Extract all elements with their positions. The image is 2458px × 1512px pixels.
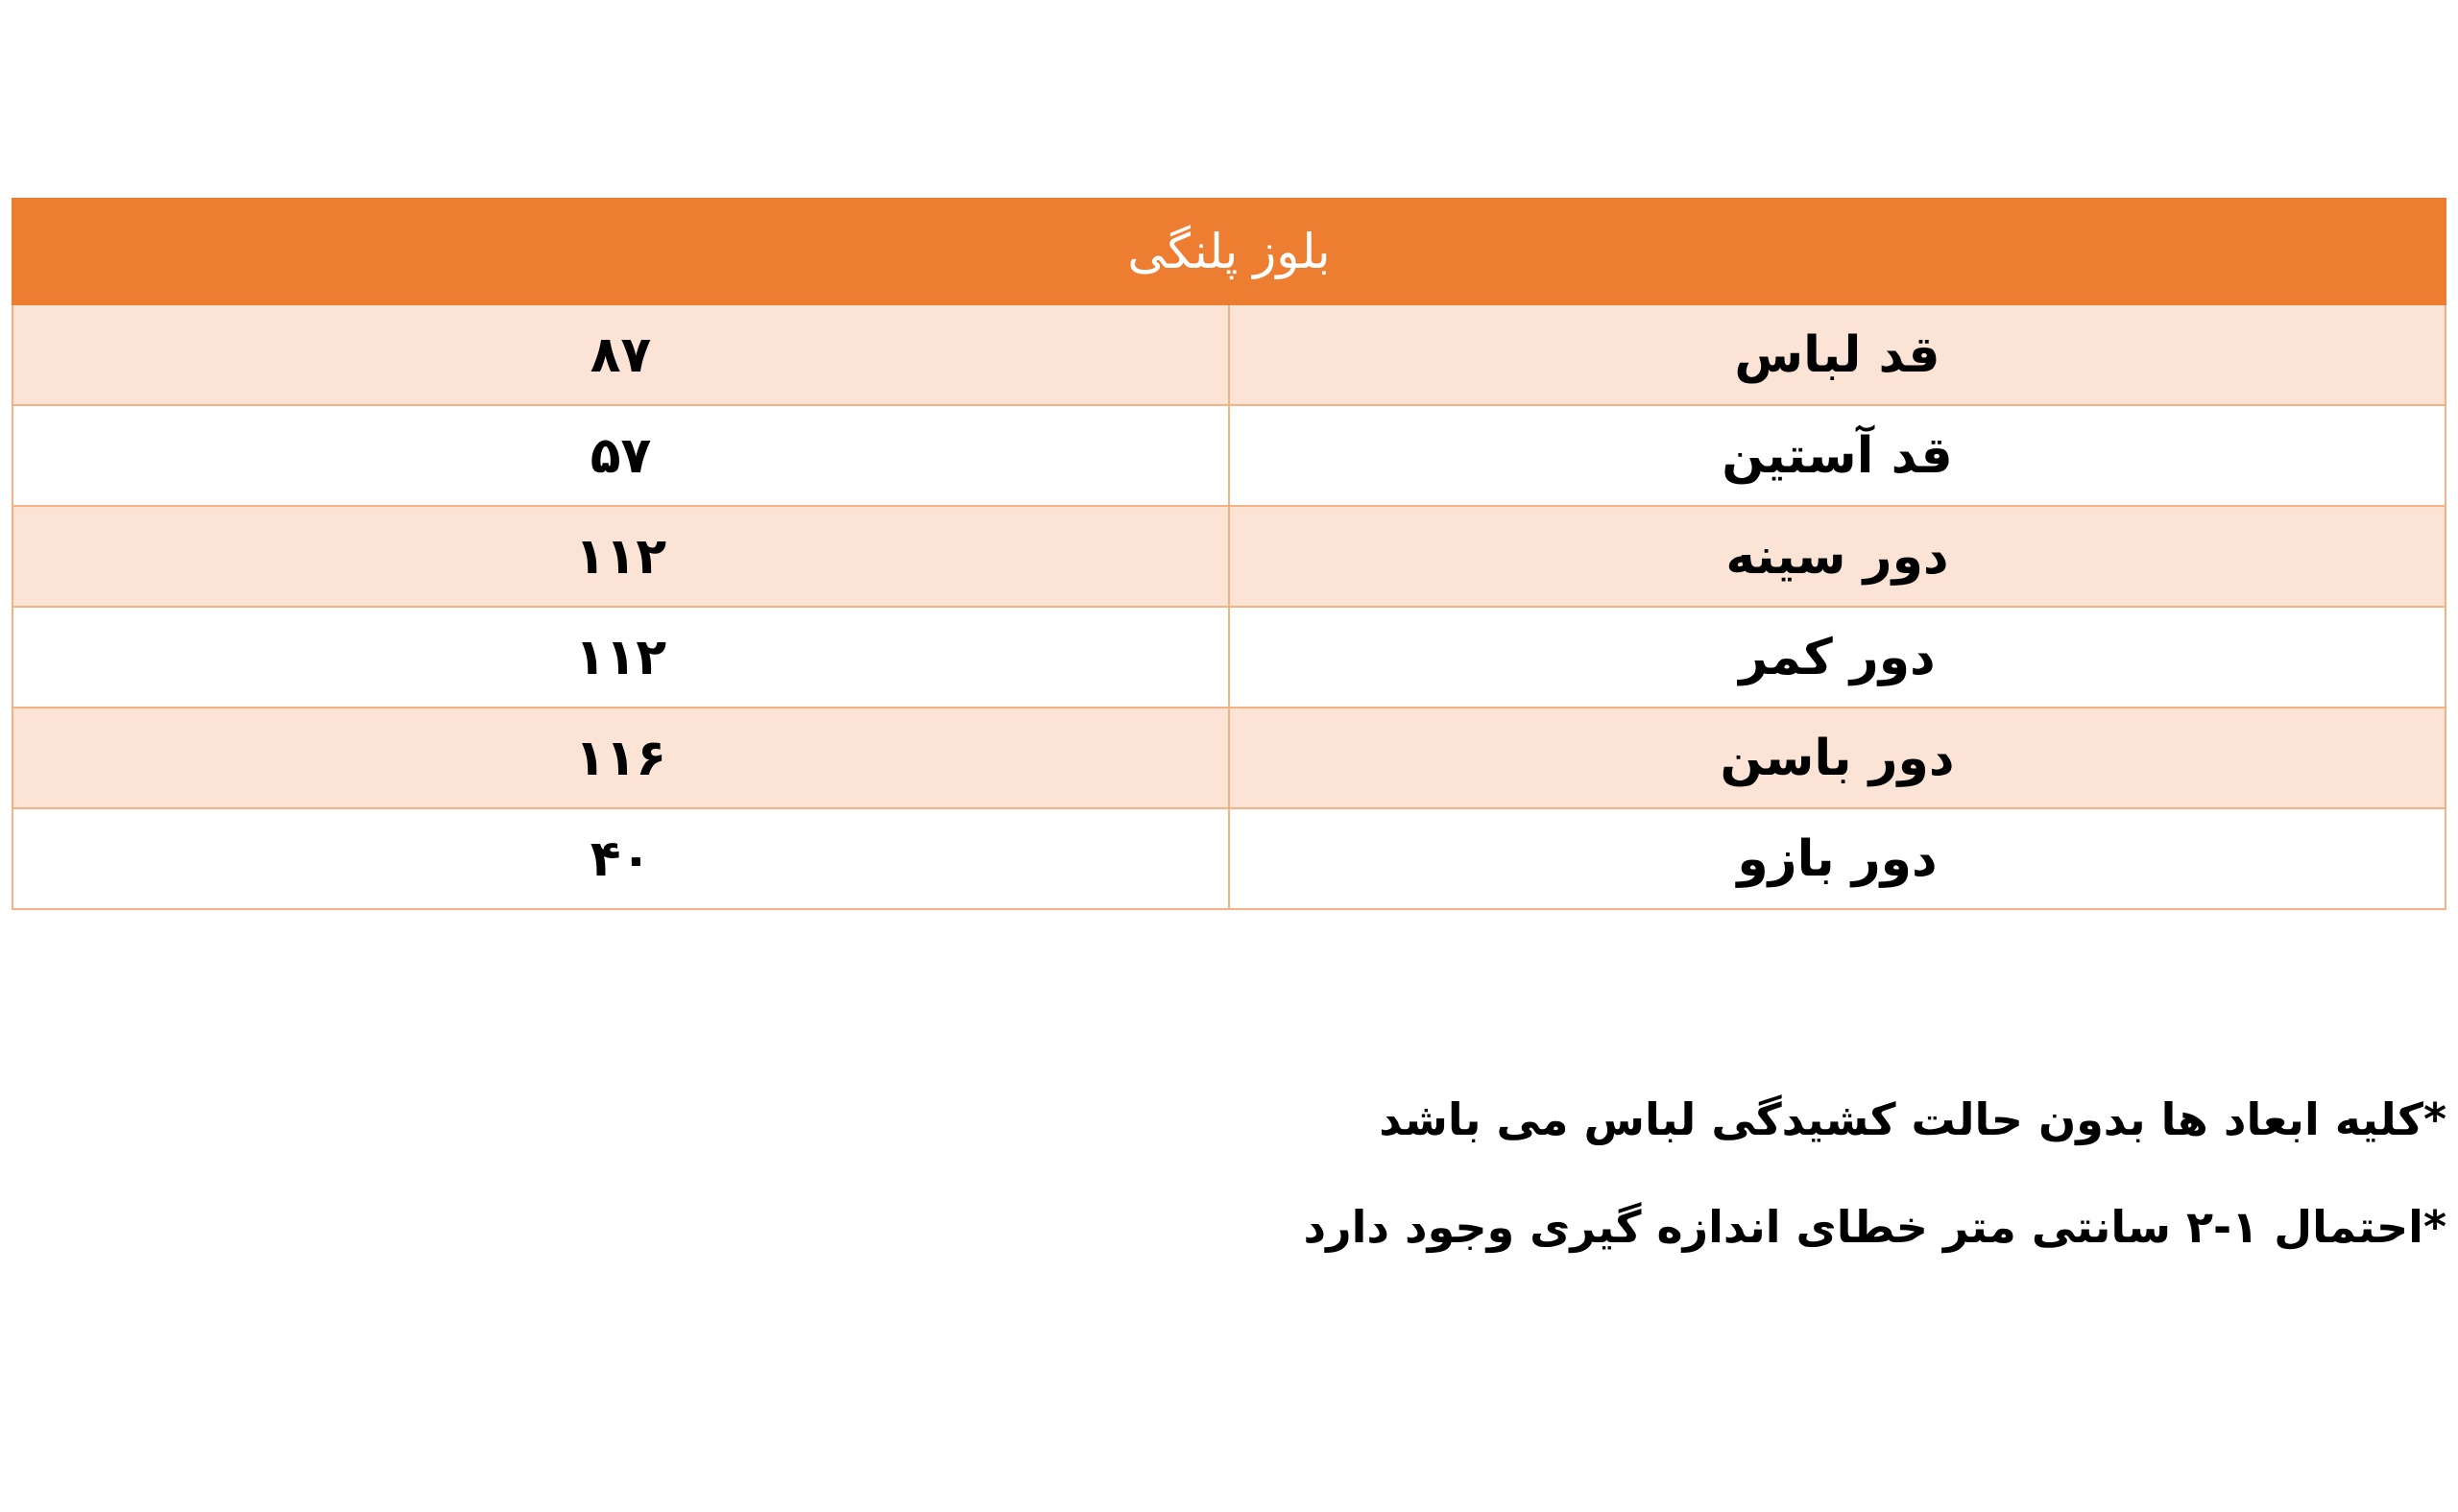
notes <box>718 1066 2446 1281</box>
measurement-label: قد آستین <box>1229 405 2446 506</box>
size-table <box>12 198 2446 910</box>
table-row <box>12 607 2446 708</box>
measurement-value: ۱۱۲ <box>12 506 1229 607</box>
measurement-label: دور بازو <box>1229 808 2446 909</box>
measurement-value: ۱۱۲ <box>12 607 1229 708</box>
measurement-value: ۸۷ <box>12 304 1229 405</box>
table-header-row <box>12 199 2446 304</box>
measurement-value: ۵۷ <box>12 405 1229 506</box>
measurement-label: دور کمر <box>1229 607 2446 708</box>
measurement-label: دور باسن <box>1229 708 2446 808</box>
table-row <box>12 808 2446 909</box>
table-row <box>12 304 2446 405</box>
table-title: بلوز پلنگی <box>12 199 2446 304</box>
table-row <box>12 405 2446 506</box>
measurement-value: ۴۰ <box>12 808 1229 909</box>
measurement-value: ۱۱۶ <box>12 708 1229 808</box>
measurement-label: دور سینه <box>1229 506 2446 607</box>
table-row <box>12 506 2446 607</box>
table-row <box>12 708 2446 808</box>
measurement-label: قد لباس <box>1229 304 2446 405</box>
note-measurement-error: *احتمال ۱-۲ سانتی متر خطای اندازه گیری وجود دارد <box>1303 1201 2446 1253</box>
note-stretch: *کلیه ابعاد ها بدون حالت کشیدگی لباس می باشد <box>1379 1093 2446 1145</box>
